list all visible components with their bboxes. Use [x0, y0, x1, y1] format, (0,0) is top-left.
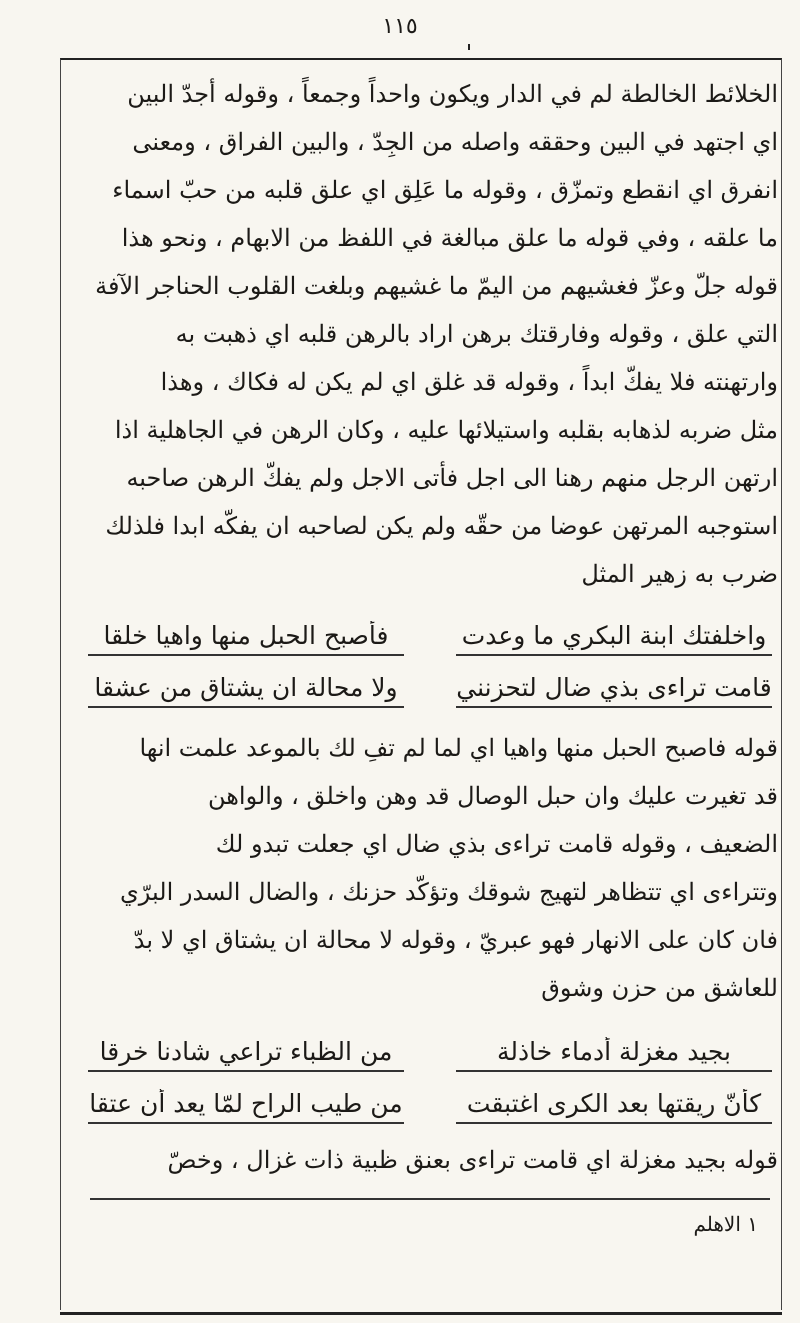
verse-row: [82, 1080, 778, 1132]
commentary-block-1: [88, 70, 778, 598]
commentary-line: وارتهنته فلا يفكّ ابداً ، وقوله قد غلق اي لم يكن له فكاك ، وهذا: [160, 368, 778, 396]
verse-row: [82, 1028, 778, 1080]
verse-second-hemistich: من طيب الراح لمّا يعد أن عتقا: [82, 1089, 410, 1124]
verse-second-hemistich: فأصبح الحبل منها واهيا خلقا: [82, 621, 410, 656]
commentary-line: قوله فاصبح الحبل منها واهيا اي لما لم تفِ لك بالموعد علمت انها: [139, 734, 778, 762]
commentary-line: قد تغيرت عليك وان حبل الوصال قد وهن واخلق ، والواهن: [207, 782, 778, 810]
commentary-line: قوله بجيد مغزلة اي قامت تراءى بعنق ظبية ذات غزال ، وخصّ: [167, 1146, 778, 1174]
commentary-line: وتتراءى اي تتظاهر لتهيج شوقك وتؤكّد حزنك ، والضال السدر البرّي: [120, 878, 778, 906]
verse-second-hemistich: ولا محالة ان يشتاق من عشقا: [82, 673, 410, 708]
footnote: ١ الاهلم: [693, 1212, 758, 1236]
commentary-line: الخلائط الخالطة لم في الدار ويكون واحداً وجمعاً ، وقوله أجدّ البين: [127, 80, 778, 108]
commentary-block-3: [88, 1136, 778, 1184]
verse-first-hemistich: قامت تراءى بذي ضال لتحزنني: [450, 673, 778, 708]
commentary-line: ما علقه ، وفي قوله ما علق مبالغة في اللفظ من الابهام ، ونحو هذا: [121, 224, 778, 252]
commentary-block-2: [88, 724, 778, 1012]
verse-row: [82, 664, 778, 716]
commentary-line: الضعيف ، وقوله قامت تراءى بذي ضال اي جعلت تبدو لك: [215, 830, 778, 858]
commentary-line: ضرب به زهير المثل: [581, 560, 778, 588]
commentary-line: للعاشق من حزن وشوق: [541, 974, 778, 1002]
verse-second-hemistich: من الظباء تراعي شادنا خرقا: [82, 1037, 410, 1072]
commentary-line: مثل ضربه لذهابه بقلبه واستيلائها عليه ، وكان الرهن في الجاهلية اذا: [114, 416, 778, 444]
bottom-rule: [60, 1312, 782, 1315]
verse-block-2: [82, 1028, 778, 1132]
verse-first-hemistich: كأنّ ريقتها بعد الكرى اغتبقت: [450, 1089, 778, 1124]
commentary-line: فان كان على الانهار فهو عبريّ ، وقوله لا محالة ان يشتاق اي لا بدّ: [133, 926, 778, 954]
page-number-mark: [468, 44, 470, 50]
verse-first-hemistich: واخلفتك ابنة البكري ما وعدت: [450, 621, 778, 656]
verse-first-hemistich: بجيد مغزلة أدماء خاذلة: [450, 1037, 778, 1072]
commentary-line: ارتهن الرجل منهم رهنا الى اجل فأتى الاجل ولم يفكّ الرهن صاحبه: [126, 464, 778, 492]
commentary-line: انفرق اي انقطع وتمزّق ، وقوله ما عَلِق اي علق قلبه من حبّ اسماء: [112, 176, 778, 204]
commentary-line: قوله جلّ وعزّ فغشيهم من اليمّ ما غشيهم وبلغت القلوب الحناجر الآفة: [95, 272, 778, 300]
page-number: ١١٥: [382, 14, 418, 39]
verse-block-1: [82, 612, 778, 716]
commentary-line: التي علق ، وقوله وفارقتك برهن اراد بالرهن قلبه اي ذهبت به: [175, 320, 778, 348]
commentary-line: اي اجتهد في البين وحققه واصله من الجِدّ ، والبين الفراق ، ومعنى: [132, 128, 778, 156]
footnote-rule: [90, 1198, 770, 1200]
verse-row: [82, 612, 778, 664]
commentary-line: استوجبه المرتهن عوضا من حقّه ولم يكن لصاحبه ان يفكّه ابدا فلذلك: [105, 512, 778, 540]
